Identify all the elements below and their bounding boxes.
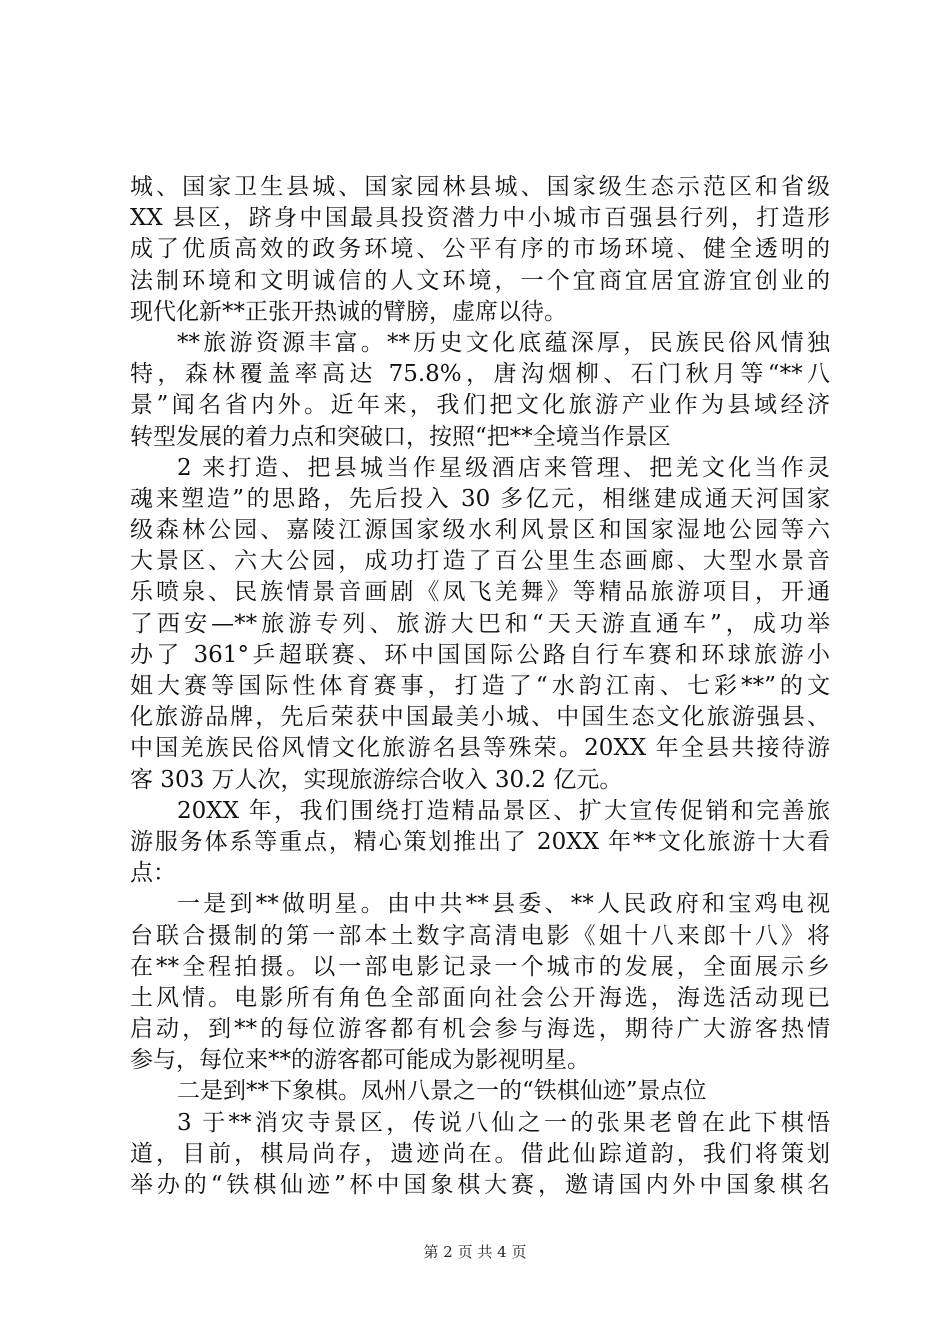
text-line: 级森林公园、嘉陵江源国家级水利风景区和国家湿地公园等六 (130, 517, 830, 544)
text-line: 参与，每位来**的游客都可能成为影视明星。 (130, 1047, 590, 1074)
text-line: 道，目前，棋局尚存，遗迹尚在。借此仙踪道韵，我们将策划 (130, 1140, 830, 1167)
text-line: 3 于**消灾寺景区，传说八仙之一的张果老曾在此下棋悟 (177, 1109, 830, 1136)
text-line: 特，森林覆盖率高达 75.8%，唐沟烟柳、石门秋月等“**八 (130, 361, 830, 388)
text-line: 客 303 万人次，实现旅游综合收入 30.2 亿元。 (130, 766, 623, 793)
text-line: 法制环境和文明诚信的人文环境，一个宜商宜居宜游宜创业的 (130, 267, 830, 294)
text-line: 2 来打造、把县城当作星级酒店来管理、把羌文化当作灵 (177, 454, 830, 481)
page-number-footer: 第 2 页 共 4 页 (423, 1243, 527, 1261)
text-line: 现代化新**正张开热诚的臂膀，虚席以待。 (130, 298, 567, 325)
text-line: 一是到**做明星。由中共**县委、**人民政府和宝鸡电视 (177, 891, 830, 918)
text-line: 20XX 年，我们围绕打造精品景区、扩大宣传促销和完善旅 (177, 797, 830, 824)
text-line: 成了优质高效的政务环境、公平有序的市场环境、健全透明的 (130, 236, 830, 263)
text-line: 城、国家卫生县城、国家园林县城、国家级生态示范区和省级 (130, 174, 830, 200)
text-line: 魂来塑造”的思路，先后投入 30 多亿元，相继建成通天河国家 (130, 485, 830, 512)
text-line: 乐喷泉、民族情景音画剧《凤飞羌舞》等精品旅游项目，开通 (130, 579, 830, 606)
text-line: 举办的“铁棋仙迹”杯中国象棋大赛，邀请国内外中国象棋名 (130, 1172, 830, 1198)
text-line: 了西安—**旅游专列、旅游大巴和“天天游直通车”，成功举 (130, 610, 830, 637)
text-line: 启动，到**的每位游客都有机会参与海选，期待广大游客热情 (130, 1016, 830, 1043)
text-line: 姐大赛等国际性体育赛事，打造了“水韵江南、七彩**”的文 (130, 673, 830, 699)
text-line: 转型发展的着力点和突破口，按照“把**全境当作景区 (130, 423, 671, 450)
text-line: XX 县区，跻身中国最具投资潜力中小城市百强县行列，打造形 (130, 205, 830, 232)
text-line: 二是到**下象棋。凤州八景之一的“铁棋仙迹”景点位 (177, 1078, 707, 1105)
text-line: 点： (130, 860, 176, 887)
text-line: 台联合摄制的第一部本土数字高清电影《姐十八来郎十八》将 (130, 922, 830, 949)
text-line: **旅游资源丰富。**历史文化底蕴深厚，民族民俗风情独 (177, 329, 830, 356)
text-line: 中国羌族民俗风情文化旅游名县等殊荣。20XX 年全县共接待游 (130, 735, 830, 762)
document-body (130, 172, 830, 1201)
text-line: 在**全程拍摄。以一部电影记录一个城市的发展，全面展示乡 (130, 953, 830, 980)
text-line: 土风情。电影所有角色全部面向社会公开海选，海选活动现已 (130, 984, 830, 1011)
text-line: 景”闻名省内外。近年来，我们把文化旅游产业作为县域经济 (130, 392, 830, 419)
text-line: 大景区、六大公园，成功打造了百公里生态画廊、大型水景音 (130, 548, 830, 575)
text-line: 化旅游品牌，先后荣获中国最美小城、中国生态文化旅游强县、 (130, 704, 830, 731)
text-line: 办了 361°乒超联赛、环中国国际公路自行车赛和环球旅游小 (130, 641, 830, 668)
text-line: 游服务体系等重点，精心策划推出了 20XX 年**文化旅游十大看 (130, 828, 830, 855)
